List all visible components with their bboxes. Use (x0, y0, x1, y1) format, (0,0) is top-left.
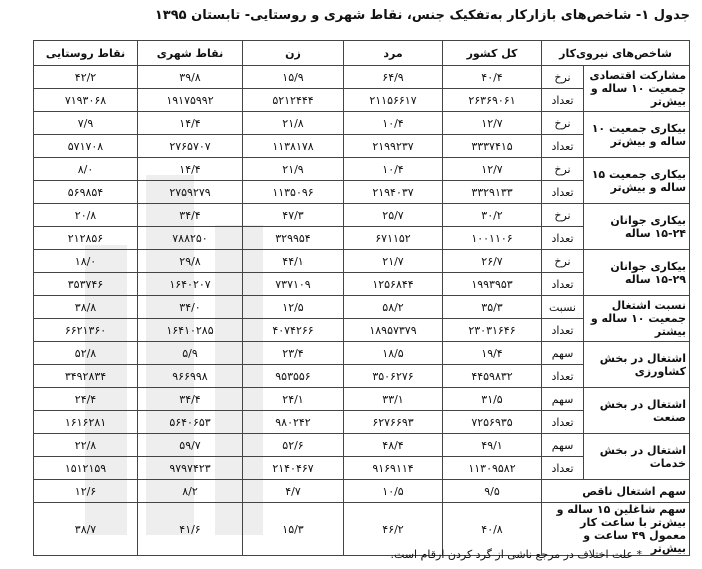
measure-type: تعداد (542, 89, 584, 112)
value-cell: ۳۲۹۹۵۴ (243, 227, 344, 250)
value-cell: ۹۵۳۵۵۶ (243, 365, 344, 388)
indicator-label: بیکاری جمعیت ۱۰ ساله و بیش‌تر (584, 112, 690, 158)
measure-type: سهم (542, 388, 584, 411)
value-cell: ۱۲/۷ (443, 158, 542, 181)
indicator-label: مشارکت اقتصادی جمعیت ۱۰ ساله و بیش‌تر (584, 66, 690, 112)
value-cell: ۵۲/۶ (243, 434, 344, 457)
table-row (34, 112, 690, 135)
value-cell: ۳۴/۰ (138, 296, 243, 319)
header-country-total: کل کشور (443, 41, 542, 66)
value-cell: ۱۲۵۶۸۴۴ (344, 273, 443, 296)
measure-type: تعداد (542, 181, 584, 204)
value-cell: ۲۵/۷ (344, 204, 443, 227)
value-cell: ۳۰/۲ (443, 204, 542, 227)
indicator-label: بیکاری جوانان ۲۹-۱۵ ساله (584, 250, 690, 296)
value-cell: ۵۸/۲ (344, 296, 443, 319)
value-cell: ۴۲/۲ (34, 66, 138, 89)
value-cell: ۴۷/۳ (243, 204, 344, 227)
value-cell: ۵۹/۷ (138, 434, 243, 457)
header-female: زن (243, 41, 344, 66)
value-cell: ۳۴/۴ (138, 388, 243, 411)
table-row (34, 480, 690, 503)
measure-type: نرخ (542, 204, 584, 227)
table-row (34, 250, 690, 273)
value-cell: ۵۲۱۲۴۴۴ (243, 89, 344, 112)
measure-type: نرخ (542, 250, 584, 273)
value-cell: ۲۴/۱ (243, 388, 344, 411)
value-cell: ۱۴/۴ (138, 158, 243, 181)
value-cell: ۱۱۳۸۱۷۸ (243, 135, 344, 158)
value-cell: ۵۲/۸ (34, 342, 138, 365)
header-indicator: شاخص‌های نیروی‌کار (542, 41, 690, 66)
value-cell: ۶۷۱۱۵۲ (344, 227, 443, 250)
table-row (34, 388, 690, 411)
value-cell: ۳۸/۸ (34, 296, 138, 319)
table-row (34, 434, 690, 457)
value-cell: ۷/۹ (34, 112, 138, 135)
value-cell: ۲۶/۷ (443, 250, 542, 273)
labor-market-table (33, 40, 690, 556)
indicator-label: اشتغال در بخش صنعت (584, 388, 690, 434)
indicator-label: اشتغال در بخش خدمات (584, 434, 690, 480)
indicator-label: سهم شاغلین ۱۵ ساله و بیش‌تر با ساعت کار معمول ۴۹ ساعت و بیش‌تر (542, 503, 690, 556)
value-cell: ۱۸/۰ (34, 250, 138, 273)
value-cell: ۱۱۳۰۹۵۸۲ (443, 457, 542, 480)
value-cell: ۱۲/۵ (243, 296, 344, 319)
value-cell: ۲۱۱۵۶۶۱۷ (344, 89, 443, 112)
value-cell: ۵/۹ (138, 342, 243, 365)
value-cell: ۳۵/۳ (443, 296, 542, 319)
value-cell: ۹۶۶۹۹۸ (138, 365, 243, 388)
value-cell: ۵۶۴۰۶۵۳ (138, 411, 243, 434)
value-cell: ۱۵/۹ (243, 66, 344, 89)
value-cell: ۹۱۶۹۱۱۴ (344, 457, 443, 480)
value-cell: ۲۹/۸ (138, 250, 243, 273)
value-cell: ۲۰/۸ (34, 204, 138, 227)
value-cell: ۴۱/۶ (138, 503, 243, 556)
value-cell: ۵۷۱۷۰۸ (34, 135, 138, 158)
value-cell: ۶۲۷۶۶۹۳ (344, 411, 443, 434)
measure-type: نرخ (542, 112, 584, 135)
value-cell: ۳۹/۸ (138, 66, 243, 89)
value-cell: ۶۴/۹ (344, 66, 443, 89)
value-cell: ۸/۲ (138, 480, 243, 503)
header-rural: نقاط روستایی (34, 41, 138, 66)
value-cell: ۱۰/۴ (344, 158, 443, 181)
value-cell: ۴/۷ (243, 480, 344, 503)
value-cell: ۲۷۶۵۷۰۷ (138, 135, 243, 158)
header-urban: نقاط شهری (138, 41, 243, 66)
value-cell: ۳۴۹۲۸۳۴ (34, 365, 138, 388)
value-cell: ۲۱۴۰۴۶۷ (243, 457, 344, 480)
indicator-label: نسبت اشتغال جمعیت ۱۰ ساله و بیشتر (584, 296, 690, 342)
indicator-label: بیکاری جوانان ۲۴-۱۵ ساله (584, 204, 690, 250)
value-cell: ۲۴/۴ (34, 388, 138, 411)
measure-type: نرخ (542, 66, 584, 89)
table-title: جدول ۱- شاخص‌های بازارکار به‌تفکیک جنس، نقاط شهری و روستایی- تابستان ۱۳۹۵ (154, 8, 690, 23)
value-cell: ۴۴۵۹۸۳۲ (443, 365, 542, 388)
value-cell: ۷۱۹۳۰۶۸ (34, 89, 138, 112)
value-cell: ۶۶۲۱۳۶۰ (34, 319, 138, 342)
value-cell: ۲۲/۸ (34, 434, 138, 457)
table-row (34, 342, 690, 365)
value-cell: ۲۱۲۸۵۶ (34, 227, 138, 250)
value-cell: ۴۰۷۴۲۶۶ (243, 319, 344, 342)
indicator-label: اشتغال در بخش کشاورزی (584, 342, 690, 388)
value-cell: ۳۸/۷ (34, 503, 138, 556)
table-row (34, 158, 690, 181)
value-cell: ۱۶۴۱۰۲۸۵ (138, 319, 243, 342)
value-cell: ۱۹۹۳۹۵۳ (443, 273, 542, 296)
header-male: مرد (344, 41, 443, 66)
value-cell: ۳۱/۵ (443, 388, 542, 411)
value-cell: ۲۱/۹ (243, 158, 344, 181)
footnote: * علت اختلاف در مرجع ناشی از گرد کردن ارقام است. (390, 548, 642, 561)
value-cell: ۱۰۰۱۱۰۶ (443, 227, 542, 250)
indicator-label: بیکاری جمعیت ۱۵ ساله و بیش‌تر (584, 158, 690, 204)
value-cell: ۲۷۵۹۲۷۹ (138, 181, 243, 204)
table-row (34, 66, 690, 89)
value-cell: ۲۱/۷ (344, 250, 443, 273)
value-cell: ۲۳/۴ (243, 342, 344, 365)
value-cell: ۵۶۹۸۵۴ (34, 181, 138, 204)
value-cell: ۱۰/۵ (344, 480, 443, 503)
measure-type: سهم (542, 342, 584, 365)
value-cell: ۲۳۰۳۱۶۴۶ (443, 319, 542, 342)
value-cell: ۱۸/۵ (344, 342, 443, 365)
header-row (34, 41, 690, 66)
measure-type: تعداد (542, 319, 584, 342)
value-cell: ۷۸۸۲۵۰ (138, 227, 243, 250)
value-cell: ۳۴/۴ (138, 204, 243, 227)
value-cell: ۴۸/۴ (344, 434, 443, 457)
value-cell: ۱۲/۶ (34, 480, 138, 503)
value-cell: ۲۱۹۹۲۳۷ (344, 135, 443, 158)
value-cell: ۴۹/۱ (443, 434, 542, 457)
value-cell: ۱۴/۴ (138, 112, 243, 135)
value-cell: ۷۲۵۶۹۳۵ (443, 411, 542, 434)
value-cell: ۳۵۳۷۴۶ (34, 273, 138, 296)
measure-type: نرخ (542, 158, 584, 181)
value-cell: ۳۳/۱ (344, 388, 443, 411)
table-row (34, 204, 690, 227)
value-cell: ۹/۵ (443, 480, 542, 503)
value-cell: ۱۵۱۲۱۵۹ (34, 457, 138, 480)
indicator-label: سهم اشتغال ناقص (542, 480, 690, 503)
value-cell: ۱۵/۳ (243, 503, 344, 556)
value-cell: ۱۹/۴ (443, 342, 542, 365)
value-cell: ۳۳۳۷۴۱۵ (443, 135, 542, 158)
value-cell: ۲۱/۸ (243, 112, 344, 135)
measure-type: تعداد (542, 411, 584, 434)
value-cell: ۹۸۰۲۴۲ (243, 411, 344, 434)
value-cell: ۷۳۷۱۰۹ (243, 273, 344, 296)
value-cell: ۴۴/۱ (243, 250, 344, 273)
value-cell: ۱۸۹۵۷۳۷۹ (344, 319, 443, 342)
value-cell: ۱۹۱۷۵۹۹۲ (138, 89, 243, 112)
value-cell: ۱۶۱۶۲۸۱ (34, 411, 138, 434)
value-cell: ۹۷۹۷۴۲۳ (138, 457, 243, 480)
measure-type: تعداد (542, 457, 584, 480)
value-cell: ۱۰/۴ (344, 112, 443, 135)
value-cell: ۸/۰ (34, 158, 138, 181)
value-cell: ۱۶۴۰۲۰۷ (138, 273, 243, 296)
value-cell: ۲۱۹۴۰۳۷ (344, 181, 443, 204)
measure-type: نسبت (542, 296, 584, 319)
value-cell: ۳۵۰۶۲۷۶ (344, 365, 443, 388)
measure-type: تعداد (542, 227, 584, 250)
value-cell: ۲۶۳۶۹۰۶۱ (443, 89, 542, 112)
value-cell: ۱۲/۷ (443, 112, 542, 135)
value-cell: ۴۰/۴ (443, 66, 542, 89)
measure-type: سهم (542, 434, 584, 457)
measure-type: تعداد (542, 273, 584, 296)
value-cell: ۳۳۲۹۱۳۳ (443, 181, 542, 204)
measure-type: تعداد (542, 135, 584, 158)
value-cell: ۴۰/۸ (443, 503, 542, 556)
value-cell: ۱۱۳۵۰۹۶ (243, 181, 344, 204)
value-cell: ۴۶/۲ (344, 503, 443, 556)
table-row (34, 296, 690, 319)
measure-type: تعداد (542, 365, 584, 388)
